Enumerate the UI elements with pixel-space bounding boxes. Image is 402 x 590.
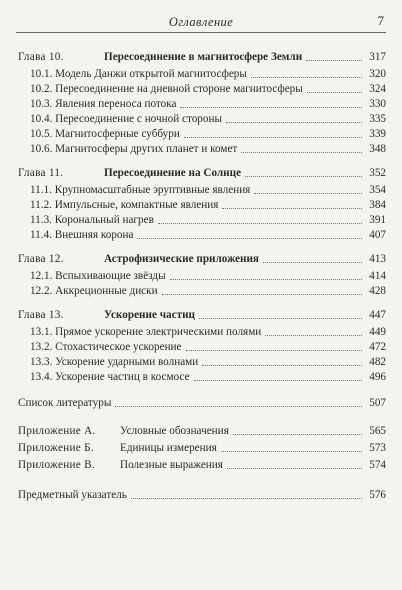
bibliography-page: 507 [369, 397, 386, 409]
page-number: 7 [377, 13, 384, 28]
dot-leader [227, 458, 362, 469]
dot-leader [265, 325, 362, 336]
section-number: 10.4. [30, 113, 53, 125]
appendix-label: Приложение В. [18, 459, 96, 471]
section-title: Стохастическое ускорение [55, 341, 182, 353]
section-entry [18, 228, 386, 243]
chapter-label: Глава 13. [18, 309, 64, 321]
section-title: Прямое ускорение электрическими полями [55, 326, 262, 338]
section-page: 414 [369, 270, 386, 282]
chapter-title: Пересоединение на Солнце [104, 167, 242, 179]
section-title: Магнитосферы других планет и комет [55, 143, 238, 155]
section-entry [18, 325, 386, 340]
running-head-title: Оглавление [168, 15, 234, 29]
appendix-label: Приложение А. [18, 425, 96, 437]
section-page: 449 [369, 326, 386, 338]
section-page: 330 [369, 98, 386, 110]
dot-leader [226, 112, 362, 123]
section-page: 391 [369, 214, 386, 226]
chapter-label: Глава 12. [18, 253, 64, 265]
dot-leader [170, 269, 362, 280]
dot-leader [162, 284, 362, 295]
dot-leader [199, 308, 362, 319]
section-entry [18, 183, 386, 198]
section-title: Магнитосферные суббури [55, 128, 180, 140]
dot-leader [184, 127, 362, 138]
section-page: 496 [369, 371, 386, 383]
section-entry [18, 269, 386, 284]
section-page: 324 [369, 83, 386, 95]
dot-leader [131, 488, 362, 499]
section-page: 339 [369, 128, 386, 140]
dot-leader [241, 142, 362, 153]
section-entry [18, 82, 386, 97]
dot-leader [158, 213, 362, 224]
section-page: 407 [369, 229, 386, 241]
section-number: 12.2. [30, 285, 53, 297]
dot-leader [194, 370, 363, 381]
dot-leader [307, 82, 362, 93]
section-number: 11.2. [30, 199, 52, 211]
section-title: Пересоединение на дневной стороне магнитосферы [55, 83, 303, 95]
dot-leader [137, 228, 362, 239]
running-head [16, 12, 386, 33]
section-entry [18, 198, 386, 213]
section-title: Явления переноса потока [55, 98, 177, 110]
section-entry [18, 97, 386, 112]
chapter-page: 317 [369, 51, 386, 63]
index-page: 576 [369, 489, 386, 501]
index-title: Предметный указатель [18, 489, 127, 501]
dot-leader [306, 50, 362, 61]
dot-leader [115, 396, 362, 407]
chapter-label: Глава 11. [18, 167, 64, 179]
appendix-label: Приложение Б. [18, 442, 94, 454]
section-number: 13.1. [30, 326, 53, 338]
section-page: 348 [369, 143, 386, 155]
chapter-heading [18, 252, 386, 267]
chapter-heading [18, 308, 386, 323]
section-entry [18, 355, 386, 370]
section-number: 13.4. [30, 371, 53, 383]
appendix-page: 565 [369, 425, 386, 437]
section-number: 12.1. [30, 270, 53, 282]
section-number: 10.2. [30, 83, 53, 95]
dot-leader [233, 424, 362, 435]
chapter-page: 413 [369, 253, 386, 265]
section-entry [18, 67, 386, 82]
section-number: 10.6. [30, 143, 53, 155]
section-number: 11.4. [30, 229, 52, 241]
appendix-page: 573 [369, 442, 386, 454]
section-page: 354 [369, 184, 386, 196]
dot-leader [180, 97, 362, 108]
dot-leader [251, 67, 362, 78]
section-number: 13.2. [30, 341, 53, 353]
bibliography-title: Список литературы [18, 397, 112, 409]
section-number: 11.1. [30, 184, 52, 196]
appendix-entry [18, 441, 386, 456]
section-entry [18, 213, 386, 228]
appendix-title: Полезные выражения [120, 459, 223, 471]
section-page: 472 [369, 341, 386, 353]
section-title: Модель Данжи открытой магнитосферы [55, 68, 247, 80]
section-title: Крупномасштабные эруптивные явления [54, 184, 251, 196]
section-title: Импульсные, компактные явления [54, 199, 219, 211]
section-title: Аккреционные диски [55, 285, 158, 297]
section-number: 10.3. [30, 98, 53, 110]
section-title: Ускорение частиц в космосе [55, 371, 190, 383]
chapter-page: 352 [369, 167, 386, 179]
chapter-page: 447 [369, 309, 386, 321]
dot-leader [245, 166, 362, 177]
section-number: 10.1. [30, 68, 53, 80]
section-number: 10.5. [30, 128, 53, 140]
appendix-title: Условные обозначения [120, 425, 229, 437]
index-entry [18, 488, 386, 503]
chapter-label: Глава 10. [18, 51, 64, 63]
section-entry [18, 370, 386, 385]
appendix-entry [18, 458, 386, 473]
appendix-page: 574 [369, 459, 386, 471]
chapter-heading [18, 50, 386, 65]
appendix-title: Единицы измерения [120, 442, 217, 454]
section-entry [18, 340, 386, 355]
section-title: Корональный нагрев [54, 214, 154, 226]
section-title: Ускорение ударными волнами [55, 356, 199, 368]
chapter-title: Ускорение частиц [104, 309, 195, 321]
section-entry [18, 142, 386, 157]
dot-leader [263, 252, 362, 263]
bibliography-entry [18, 396, 386, 411]
section-page: 482 [369, 356, 386, 368]
section-title: Вспыхивающие звёзды [55, 270, 166, 282]
section-entry [18, 284, 386, 299]
appendix-entry [18, 424, 386, 439]
chapter-heading [18, 166, 386, 181]
dot-leader [221, 441, 362, 452]
chapter-title: Астрофизические приложения [104, 253, 259, 265]
dot-leader [222, 198, 362, 209]
dot-leader [202, 355, 362, 366]
section-page: 320 [369, 68, 386, 80]
section-number: 11.3. [30, 214, 52, 226]
dot-leader [254, 183, 362, 194]
section-page: 384 [369, 199, 386, 211]
section-entry [18, 127, 386, 142]
section-page: 335 [369, 113, 386, 125]
dot-leader [186, 340, 362, 351]
chapter-title: Пересоединение в магнитосфере Земли [104, 51, 303, 63]
section-page: 428 [369, 285, 386, 297]
section-title: Пересоединение с ночной стороны [55, 113, 222, 125]
section-entry [18, 112, 386, 127]
section-number: 13.3. [30, 356, 53, 368]
section-title: Внешняя корона [54, 229, 134, 241]
